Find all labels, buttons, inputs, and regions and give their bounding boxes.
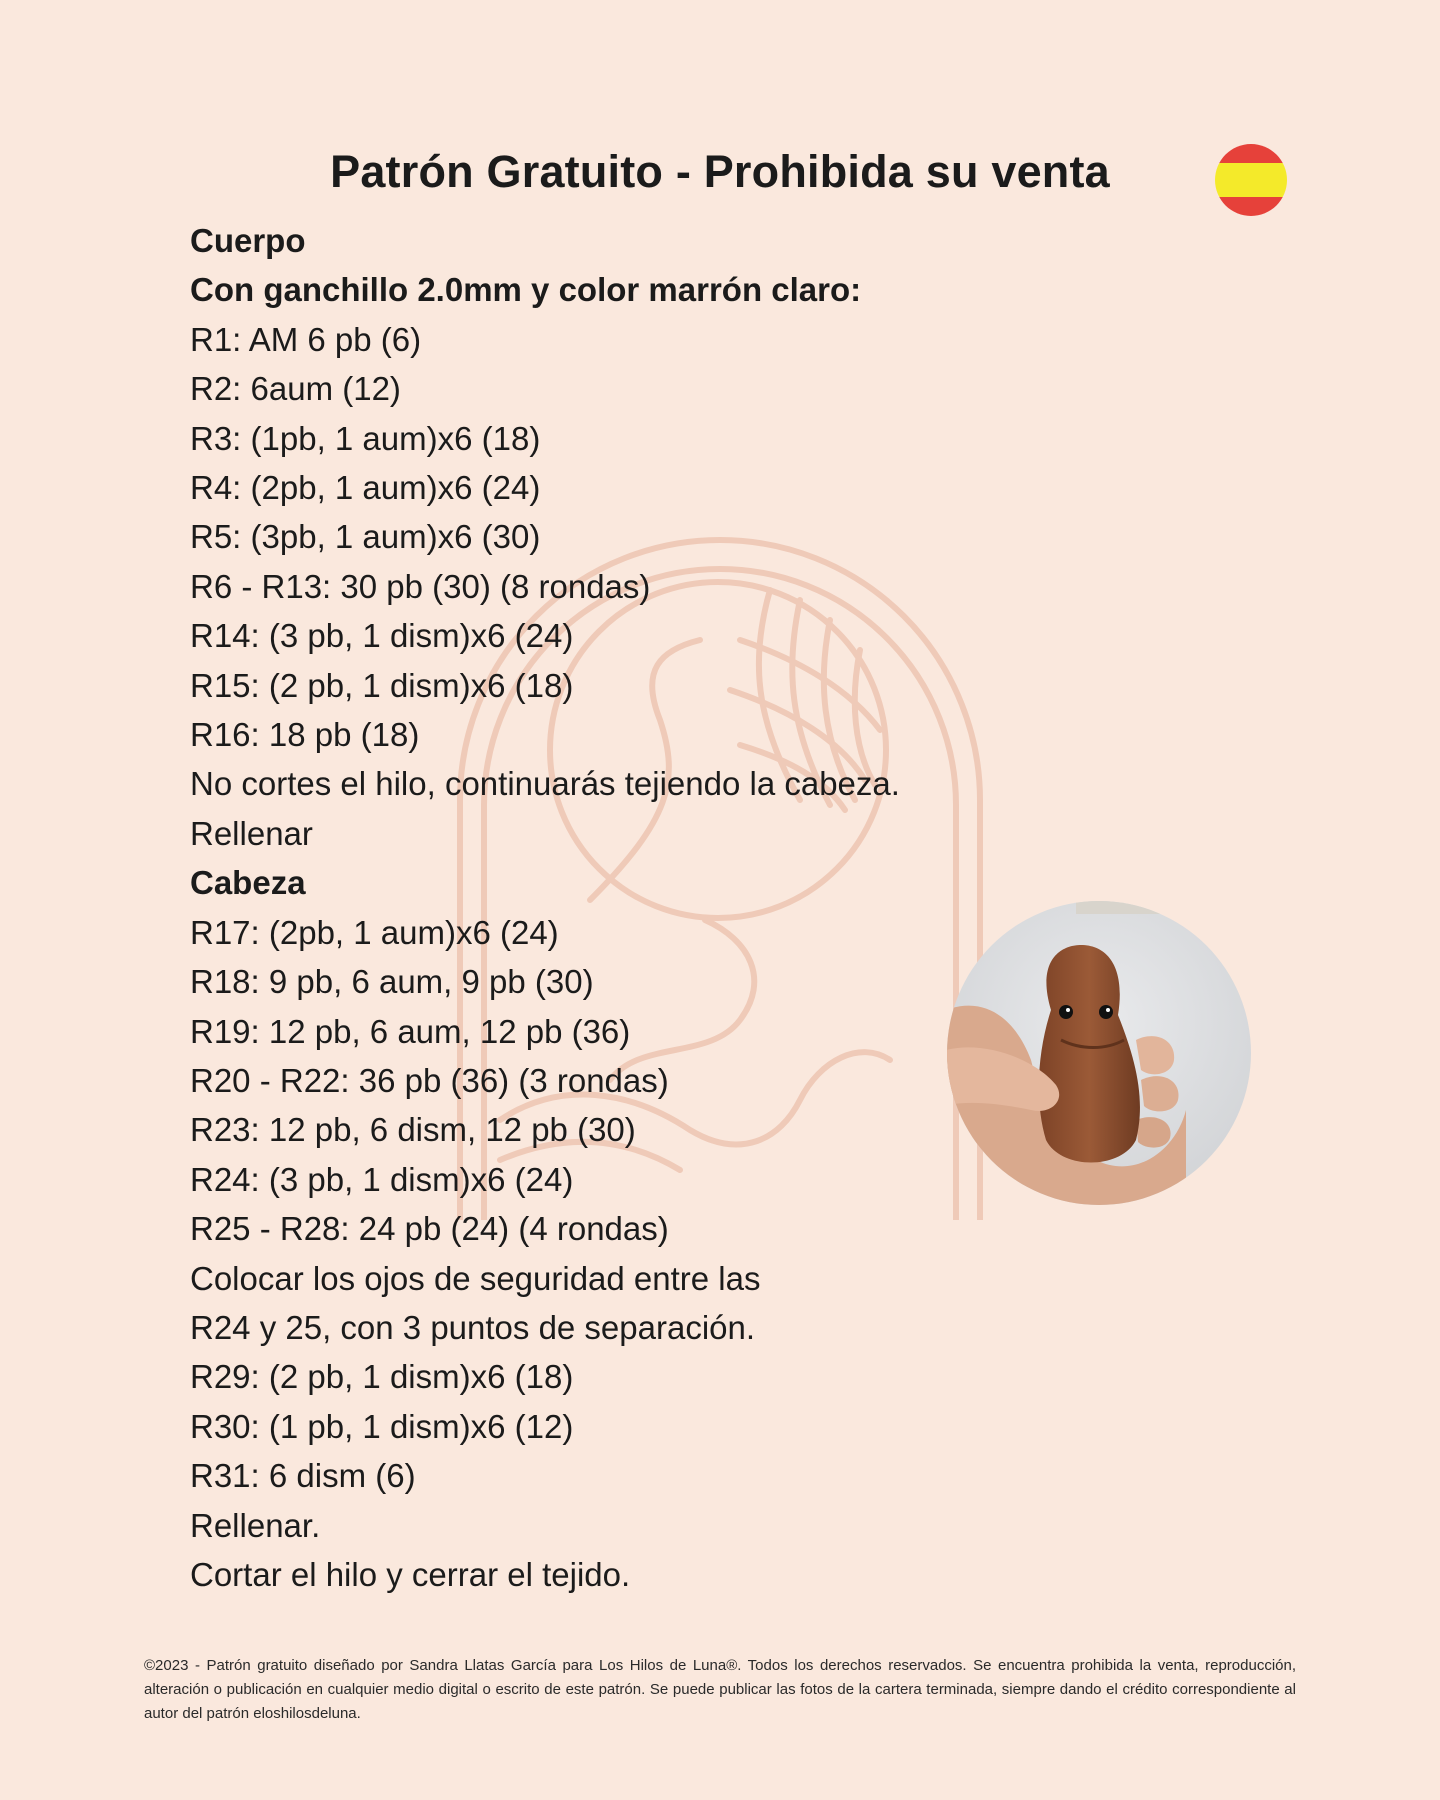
pattern-line: R1: AM 6 pb (6) [190,320,422,358]
pattern-line: R18: 9 pb, 6 aum, 9 pb (30) [190,963,594,1001]
pattern-line: R29: (2 pb, 1 dism)x6 (18) [190,1358,574,1396]
copyright-footer: ©2023 - Patrón gratuito diseñado por Sandra Llatas García para Los Hilos de Luna®. Todos los derechos reservados. Se encuentra prohibida la venta, reproducción, alteración o publicación en cualquier medio digital o escrito de este patrón. Se puede publicar las fotos de la cartera terminada, siempre dando el crédito correspondiente al autor del patrón eloshilosdeluna. [144,1657,1296,1722]
amigurumi-photo [946,900,1252,1206]
pattern-line: Colocar los ojos de seguridad entre las [190,1259,761,1297]
pattern-line: R6 - R13: 30 pb (30) (8 rondas) [190,567,651,605]
pattern-line: R23: 12 pb, 6 dism, 12 pb (30) [190,1111,636,1149]
pattern-line: R4: (2pb, 1 aum)x6 (24) [190,469,541,507]
pattern-line: R14: (3 pb, 1 dism)x6 (24) [190,617,574,655]
pattern-line: No cortes el hilo, continuarás tejiendo la cabeza. [190,765,900,803]
pattern-line: R17: (2pb, 1 aum)x6 (24) [190,913,559,951]
section-heading: Con ganchillo 2.0mm y color marrón claro: [190,271,862,309]
pattern-line: Rellenar. [190,1506,321,1544]
pattern-line: R31: 6 dism (6) [190,1457,416,1495]
pattern-line: R25 - R28: 24 pb (24) (4 rondas) [190,1210,669,1248]
pattern-line: Cortar el hilo y cerrar el tejido. [190,1555,631,1593]
spain-flag-icon [1214,143,1288,217]
section-heading: Cabeza [190,864,306,902]
pattern-line: R19: 12 pb, 6 aum, 12 pb (36) [190,1012,631,1050]
pattern-line: R15: (2 pb, 1 dism)x6 (18) [190,666,574,704]
pattern-line: R30: (1 pb, 1 dism)x6 (12) [190,1407,574,1445]
pattern-line: R24 y 25, con 3 puntos de separación. [190,1308,756,1346]
pattern-line: R3: (1pb, 1 aum)x6 (18) [190,419,541,457]
pattern-line: R5: (3pb, 1 aum)x6 (30) [190,518,541,556]
pattern-line: R16: 18 pb (18) [190,716,420,754]
pattern-line: Rellenar [190,814,313,852]
pattern-line: R20 - R22: 36 pb (36) (3 rondas) [190,1061,669,1099]
section-heading: Cuerpo [190,222,306,259]
page-title: Patrón Gratuito - Prohibida su venta [330,146,1110,197]
pattern-line: R24: (3 pb, 1 dism)x6 (24) [190,1160,574,1198]
pattern-line: R2: 6aum (12) [190,370,401,408]
